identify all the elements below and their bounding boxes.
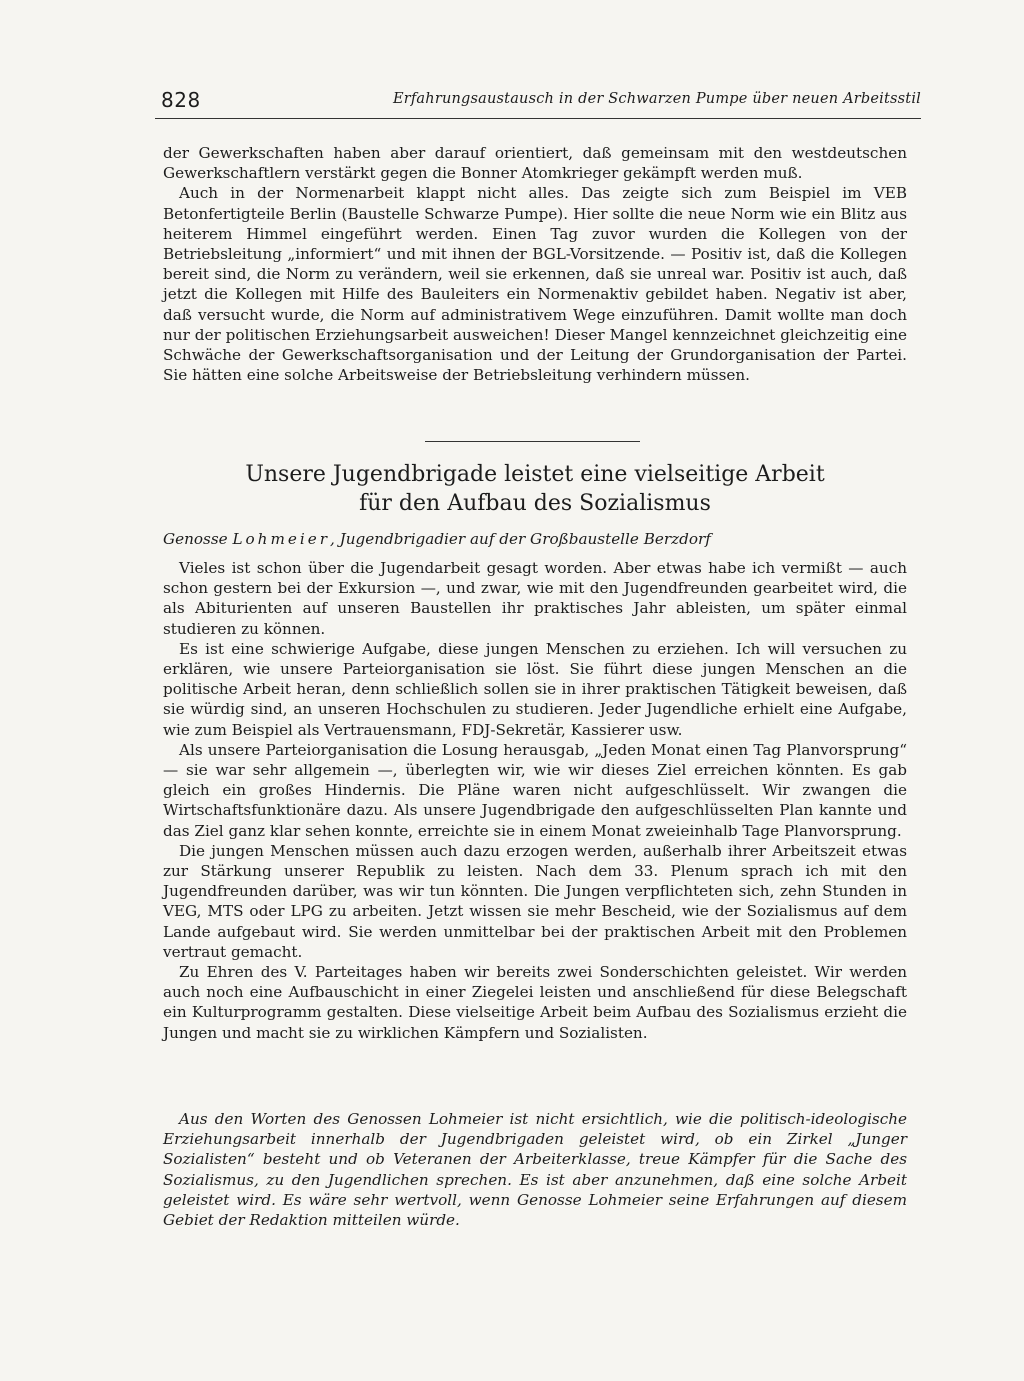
byline-prefix: Genosse [163, 530, 228, 548]
article-body [163, 558, 907, 1043]
section-divider [425, 441, 640, 442]
article-paragraph-3: Als unsere Parteiorganisation die Losung herausgab, „Jeden Monat einen Tag Planvorsprung“ — sie war sehr allgemein —, überlegten wir, wie wir dieses Ziel erreichen könnten. Es gab gleich ein großes Hindernis. Die Pläne waren nicht aufgeschlüsselt. Wir zwangen die Wirtschaftsfunktionäre dazu. Als unsere Jugendbrigade den aufgeschlüsselten Plan kannte und das Ziel ganz klar sehen konnte, erreichte sie in einem Monat zweieinhalb Tage Planvorsprung. [163, 740, 907, 840]
article-paragraph-5: Zu Ehren des V. Parteitages haben wir bereits zwei Sonderschichten geleistet. Wir werden auch noch eine Aufbauschicht in einer Ziegelei leisten und anschließend für diese Belegschaft ein Kulturprogramm gestalten. Diese vielseitige Arbeit beim Aufbau des Sozialismus erzieht die Jungen und macht sie zu wirklichen Kämpfern und Sozialisten. [163, 963, 907, 1042]
article-title-line-1: Unsere Jugendbrigade leistet eine vielseitige Arbeit [245, 462, 825, 487]
article-byline [163, 529, 907, 549]
editorial-note-text: Aus den Worten des Genossen Lohmeier ist nicht ersichtlich, wie die politisch-ideologische Erziehungsarbeit innerhalb der Jugendbrigaden geleistet wird, ob ein Zirkel „Junger Sozialisten“ besteht und ob Veteranen der Arbeiterklasse, treue Kämpfer für die Sache des Sozialismus, zu den Jugendlichen sprechen. Es ist aber anzunehmen, daß eine solche Arbeit geleistet wird. Es wäre sehr wertvoll, wenn Genosse Lohmeier seine Erfahrungen auf diesem Gebiet der Redaktion mitteilen würde. [163, 1110, 907, 1230]
running-title: Erfahrungsaustausch in der Schwarzen Pumpe über neuen Arbeitsstil [392, 91, 921, 107]
intro-paragraph-2: Auch in der Normenarbeit klappt nicht alles. Das zeigte sich zum Beispiel im VEB Betonfertigteile Berlin (Baustelle Schwarze Pumpe). Hier sollte die neue Norm wie ein Blitz aus heiterem Himmel eingeführt werden. Einen Tag zuvor wurden die Kollegen von der Betriebsleitung „informiert“ und mit ihnen der BGL-Vorsitzende. — Positiv ist, daß die Kollegen bereit sind, die Norm zu verändern, weil sie erkennen, daß sie unreal war. Positiv ist auch, daß jetzt die Kollegen mit Hilfe des Bauleiters ein Normenaktiv gebildet haben. Negativ ist aber, daß versucht wurde, die Norm auf administrativem Wege einzuführen. Damit wollte man doch nur der politischen Erziehungsarbeit ausweichen! Dieser Mangel kennzeichnet gleichzeitig eine Schwäche der Gewerkschaftsorganisation und der Leitung der Grundorganisation der Partei. Sie hätten eine solche Arbeitsweise der Betriebsleitung verhindern müssen. [163, 184, 907, 385]
page-number: 828 [161, 88, 201, 112]
intro-section [163, 143, 907, 385]
byline-name: Lohmeier [232, 530, 330, 548]
byline-suffix: , Jugendbrigadier auf der Großbaustelle Berzdorf [329, 530, 711, 548]
editorial-note [163, 1109, 907, 1230]
article-title [163, 460, 907, 518]
intro-paragraph-1: der Gewerkschaften haben aber darauf orientiert, daß gemeinsam mit den westdeutschen Gewerkschaftlern verstärkt gegen die Bonner Atomkrieger gekämpft werden muß. [163, 144, 907, 183]
article-title-line-2: für den Aufbau des Sozialismus [359, 491, 711, 516]
article-paragraph-1: Vieles ist schon über die Jugendarbeit gesagt worden. Aber etwas habe ich vermißt — auch schon gestern bei der Exkursion —, und zwar, wie mit den Jugendfreunden gearbeitet wird, die als Abiturienten auf unseren Baustellen ihr praktisches Jahr ableisten, um später einmal studieren zu können. [163, 559, 907, 638]
page-header [155, 86, 921, 119]
article-paragraph-4: Die jungen Menschen müssen auch dazu erzogen werden, außerhalb ihrer Arbeitszeit etwas zur Stärkung unserer Republik zu leisten. Nach dem 33. Plenum sprach ich mit den Jugendfreunden darüber, was wir tun könnten. Die Jungen verpflichteten sich, zehn Stunden in VEG, MTS oder LPG zu arbeiten. Jetzt wissen sie mehr Bescheid, wie der Sozialismus auf dem Lande aufgebaut wird. Sie werden unmittelbar bei der praktischen Arbeit mit den Problemen vertraut gemacht. [163, 841, 907, 961]
article-paragraph-2: Es ist eine schwierige Aufgabe, diese jungen Menschen zu erziehen. Ich will versuchen zu erklären, wie unsere Parteiorganisation sie löst. Sie führt diese jungen Menschen an die politische Arbeit heran, denn schließlich sollen sie in ihrer praktischen Tätigkeit beweisen, daß sie würdig sind, an unseren Hochschulen zu studieren. Jeder Jugendliche erhielt eine Aufgabe, wie zum Beispiel als Vertrauensmann, FDJ-Sekretär, Kassierer usw. [163, 639, 907, 739]
